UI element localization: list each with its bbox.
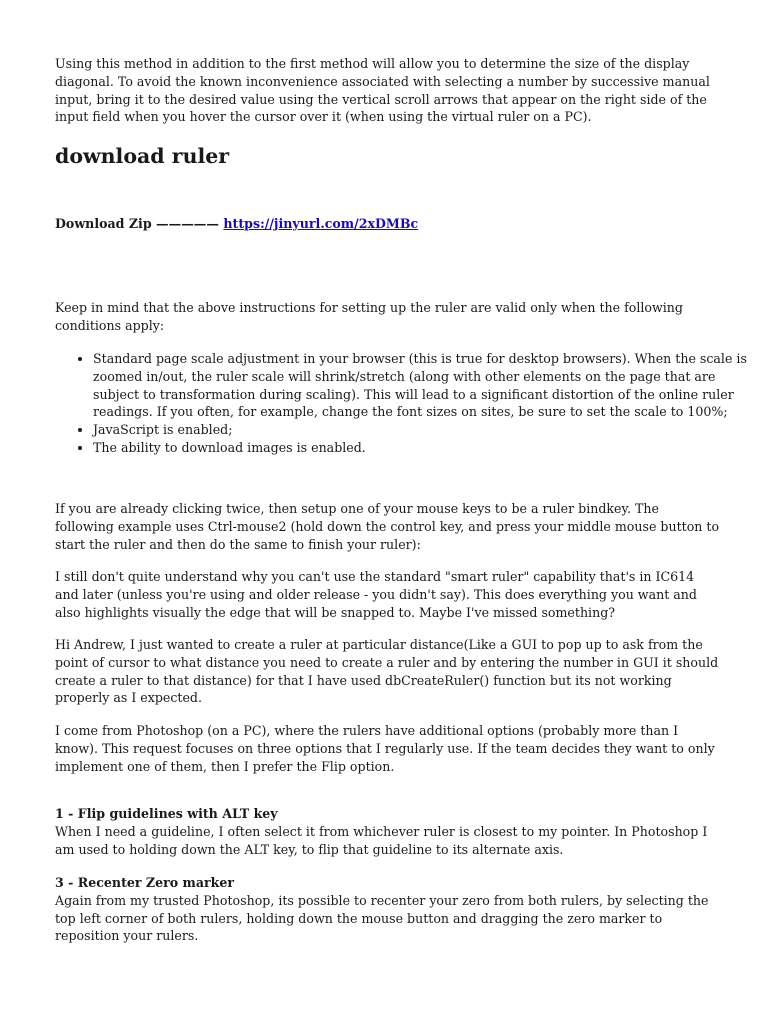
download-link[interactable]: https://jinyurl.com/2xDMBc: [223, 216, 419, 231]
list-item: • JavaScript is enabled;: [93, 421, 753, 439]
download-line: [55, 215, 418, 233]
conditions-intro: Keep in mind that the above instructions for setting up the ruler are valid only when the following conditions apply:: [55, 300, 683, 333]
page-heading: download ruler: [55, 144, 230, 168]
download-label: Download Zip —————: [55, 216, 219, 231]
section-body: When I need a guideline, I often select it from whichever ruler is closest to my pointer. In Photoshop I am used to holding down the ALT key, to flip that guideline to its alternate axis.: [55, 823, 708, 857]
section-body: Again from my trusted Photoshop, its possible to recenter your zero from both rulers, by selecting the top left corner of both rulers, holding down the mouse button and dragging the zero marker to reposition your rulers.: [55, 892, 709, 944]
section-title: 3 - Recenter Zero marker: [55, 875, 235, 890]
section-recenter-zero: [55, 874, 720, 945]
paragraph-smart-ruler: I still don't quite understand why you can't use the standard "smart ruler" capability that's in IC614 and later (unless you're using and older release - you didn't say). This does everything you want and also highlights visually the edge that will be snapped to. Maybe I've missed something?: [55, 569, 697, 620]
paragraph-photoshop: I come from Photoshop (on a PC), where the rulers have additional options (probably more than I know). This request focuses on three options that I regularly use. If the team decides they want to only implement one of them, then I prefer the Flip option.: [55, 723, 715, 774]
conditions-list: [55, 350, 753, 457]
list-item: • The ability to download images is enabled.: [93, 439, 753, 457]
list-item: • Standard page scale adjustment in your browser (this is true for desktop browsers). When the scale is zoomed in/out, the ruler scale will shrink/stretch (along with other elements on the page that are subject to transformation during scaling). This will lead to a significant distortion of the online ruler readings. If you often, for example, change the font sizes on sites, be sure to set the scale to 100%;: [93, 350, 753, 421]
intro-paragraph: Using this method in addition to the first method will allow you to determine the size of the display diagonal. To avoid the known inconvenience associated with selecting a number by successive manual input, bring it to the desired value using the vertical scroll arrows that appear on the right side of the input field when you hover the cursor over it (when using the virtual ruler on a PC).: [55, 56, 710, 125]
section-flip-guidelines: [55, 805, 720, 858]
section-title: 1 - Flip guidelines with ALT key: [55, 806, 278, 821]
paragraph-bindkey: If you are already clicking twice, then setup one of your mouse keys to be a ruler bindkey. The following example uses Ctrl-mouse2 (hold down the control key, and press your middle mouse button to start the ruler and then do the same to finish your ruler):: [55, 501, 720, 552]
paragraph-andrew: Hi Andrew, I just wanted to create a ruler at particular distance(Like a GUI to pop up to ask from the point of cursor to what distance you need to create a ruler and by entering the number in GUI it should create a ruler to that distance) for that I have used dbCreateRuler() function but its not working properly as I expected.: [55, 637, 719, 706]
